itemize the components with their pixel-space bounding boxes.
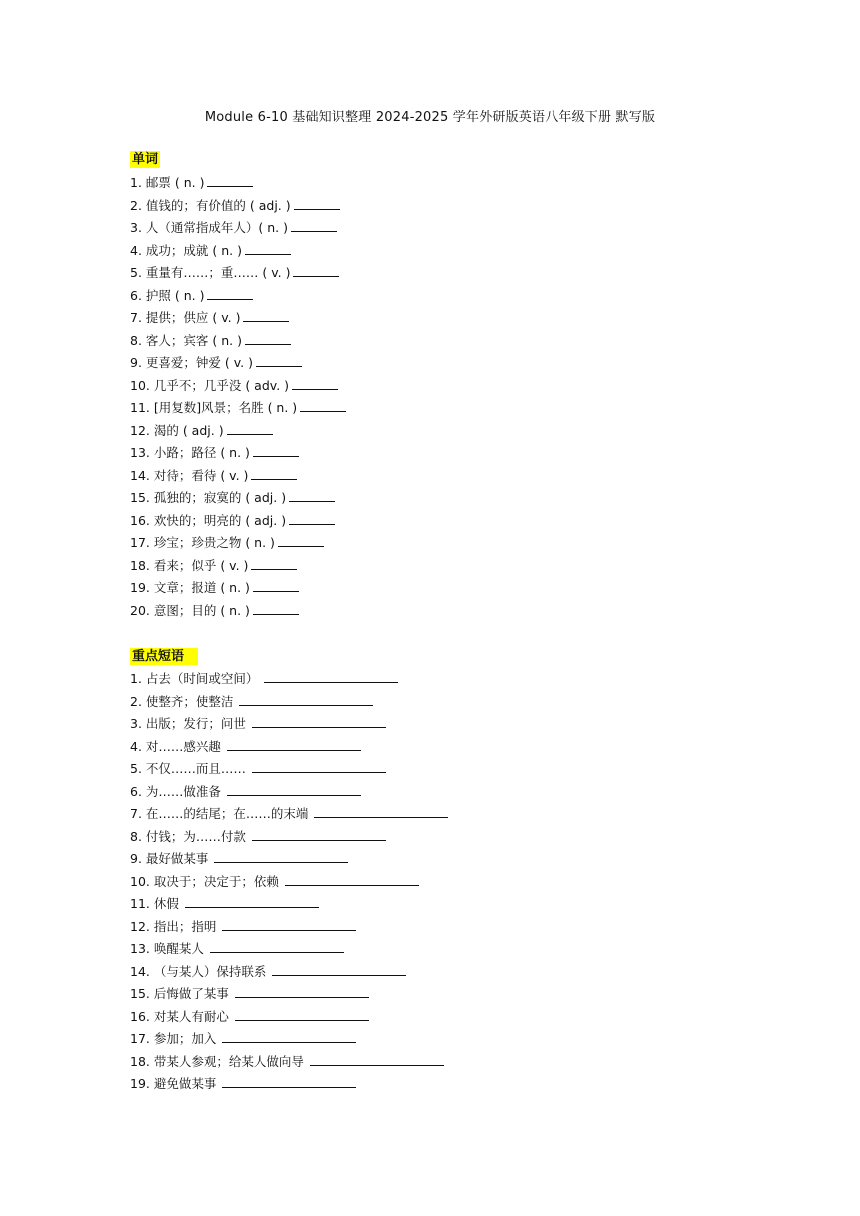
item-text: 6. 为……做准备 <box>130 783 221 799</box>
item-text: 16. 欢快的；明亮的 ( adj. ) <box>130 512 287 528</box>
answer-blank[interactable] <box>227 739 361 751</box>
item-text: 11. [用复数]风景；名胜 ( n. ) <box>130 400 298 415</box>
item-text: 12. 渴的 ( adj. ) <box>130 422 224 438</box>
item-text: 12. 指出；指明 <box>130 918 217 934</box>
answer-blank[interactable] <box>251 468 297 480</box>
answer-blank[interactable] <box>252 761 386 773</box>
answer-blank[interactable] <box>227 423 273 435</box>
list-item <box>130 713 448 736</box>
answer-blank[interactable] <box>253 445 299 457</box>
answer-blank[interactable] <box>245 243 291 255</box>
item-text: 4. 成功；成就 ( n. ) <box>130 242 242 258</box>
vocab-list <box>130 172 346 622</box>
item-text: 8. 客人；宾客 ( n. ) <box>130 332 242 348</box>
answer-blank[interactable] <box>222 1076 356 1088</box>
answer-blank[interactable] <box>235 1009 369 1021</box>
list-item <box>130 848 448 871</box>
answer-blank[interactable] <box>252 716 386 728</box>
list-item <box>130 893 448 916</box>
item-text: 18. 看来；似乎 ( v. ) <box>130 557 249 573</box>
list-item <box>130 330 346 353</box>
item-text: 9. 最好做某事 <box>130 851 209 866</box>
list-item <box>130 1051 448 1074</box>
answer-blank[interactable] <box>210 941 344 953</box>
item-text: 10. 取决于；决定于；依赖 <box>130 873 279 889</box>
item-text: 20. 意图；目的 ( n. ) <box>130 602 250 618</box>
phrases-list <box>130 668 448 1096</box>
answer-blank[interactable] <box>264 671 398 683</box>
item-text: 19. 文章；报道 ( n. ) <box>130 580 250 595</box>
list-item <box>130 826 448 849</box>
list-item <box>130 803 448 826</box>
item-text: 10. 几乎不；几乎没 ( adv. ) <box>130 377 290 393</box>
answer-blank[interactable] <box>253 580 299 592</box>
answer-blank[interactable] <box>253 603 299 615</box>
answer-blank[interactable] <box>294 198 340 210</box>
answer-blank[interactable] <box>292 378 338 390</box>
list-item <box>130 465 346 488</box>
phrases-heading: 重点短语 <box>130 648 198 665</box>
list-item <box>130 397 346 420</box>
item-text: 9. 更喜爱；钟爱 ( v. ) <box>130 355 253 370</box>
item-text: 14. 对待；看待 ( v. ) <box>130 467 249 483</box>
item-text: 13. 唤醒某人 <box>130 941 204 956</box>
answer-blank[interactable] <box>289 513 335 525</box>
list-item <box>130 600 346 623</box>
list-item <box>130 961 448 984</box>
item-text: 5. 重量有……；重…… ( v. ) <box>130 265 291 280</box>
answer-blank[interactable] <box>243 310 289 322</box>
list-item <box>130 487 346 510</box>
answer-blank[interactable] <box>291 220 337 232</box>
answer-blank[interactable] <box>235 986 369 998</box>
item-text: 17. 珍宝；珍贵之物 ( n. ) <box>130 535 275 550</box>
list-item <box>130 240 346 263</box>
item-text: 16. 对某人有耐心 <box>130 1008 229 1024</box>
item-text: 15. 孤独的；寂寞的 ( adj. ) <box>130 490 287 505</box>
answer-blank[interactable] <box>207 175 253 187</box>
list-item <box>130 532 346 555</box>
answer-blank[interactable] <box>293 265 339 277</box>
list-item <box>130 217 346 240</box>
answer-blank[interactable] <box>185 896 319 908</box>
answer-blank[interactable] <box>272 964 406 976</box>
item-text: 15. 后悔做了某事 <box>130 986 229 1001</box>
item-text: 2. 值钱的；有价值的 ( adj. ) <box>130 197 291 213</box>
item-text: 1. 邮票 ( n. ) <box>130 175 205 190</box>
item-text: 5. 不仅……而且…… <box>130 761 246 776</box>
item-text: 7. 提供；供应 ( v. ) <box>130 310 241 325</box>
item-text: 4. 对……感兴趣 <box>130 738 221 754</box>
answer-blank[interactable] <box>222 919 356 931</box>
item-text: 8. 付钱；为……付款 <box>130 828 246 844</box>
item-text: 2. 使整齐；使整洁 <box>130 693 234 709</box>
list-item <box>130 1073 448 1096</box>
item-text: 3. 出版；发行；问世 <box>130 716 246 731</box>
answer-blank[interactable] <box>251 558 297 570</box>
item-text: 1. 占去（时间或空间） <box>130 671 259 686</box>
list-item <box>130 375 346 398</box>
document-title: Module 6-10 基础知识整理 2024-2025 学年外研版英语八年级下册 默写版 <box>204 110 656 125</box>
list-item <box>130 1006 448 1029</box>
vocab-heading: 单词 <box>132 152 159 167</box>
answer-blank[interactable] <box>214 851 348 863</box>
item-text: 18. 带某人参观；给某人做向导 <box>130 1053 304 1069</box>
list-item <box>130 983 448 1006</box>
answer-blank[interactable] <box>285 874 419 886</box>
item-text: 19. 避免做某事 <box>130 1076 217 1091</box>
answer-blank[interactable] <box>222 1031 356 1043</box>
list-item <box>130 668 448 691</box>
list-item <box>130 195 346 218</box>
answer-blank[interactable] <box>278 535 324 547</box>
answer-blank[interactable] <box>252 829 386 841</box>
list-item <box>130 172 346 195</box>
answer-blank[interactable] <box>207 288 253 300</box>
item-text: 14. （与某人）保持联系 <box>130 963 267 979</box>
list-item <box>130 871 448 894</box>
list-item <box>130 758 448 781</box>
answer-blank[interactable] <box>245 333 291 345</box>
list-item <box>130 577 346 600</box>
item-text: 13. 小路；路径 ( n. ) <box>130 445 250 460</box>
list-item <box>130 262 346 285</box>
list-item <box>130 1028 448 1051</box>
item-text: 3. 人（通常指成年人）( n. ) <box>130 220 288 235</box>
list-item <box>130 285 346 308</box>
list-item <box>130 442 346 465</box>
item-text: 7. 在……的结尾；在……的末端 <box>130 806 309 821</box>
list-item <box>130 420 346 443</box>
answer-blank[interactable] <box>310 1054 444 1066</box>
answer-blank[interactable] <box>289 490 335 502</box>
list-item <box>130 555 346 578</box>
list-item <box>130 781 448 804</box>
list-item <box>130 691 448 714</box>
list-item <box>130 916 448 939</box>
list-item <box>130 736 448 759</box>
item-text: 6. 护照 ( n. ) <box>130 287 205 303</box>
list-item <box>130 938 448 961</box>
answer-blank[interactable] <box>300 400 346 412</box>
list-item <box>130 307 346 330</box>
item-text: 17. 参加；加入 <box>130 1031 217 1046</box>
list-item <box>130 352 346 375</box>
list-item <box>130 510 346 533</box>
item-text: 11. 休假 <box>130 896 179 911</box>
answer-blank[interactable] <box>256 355 302 367</box>
answer-blank[interactable] <box>239 694 373 706</box>
answer-blank[interactable] <box>227 784 361 796</box>
answer-blank[interactable] <box>314 806 448 818</box>
